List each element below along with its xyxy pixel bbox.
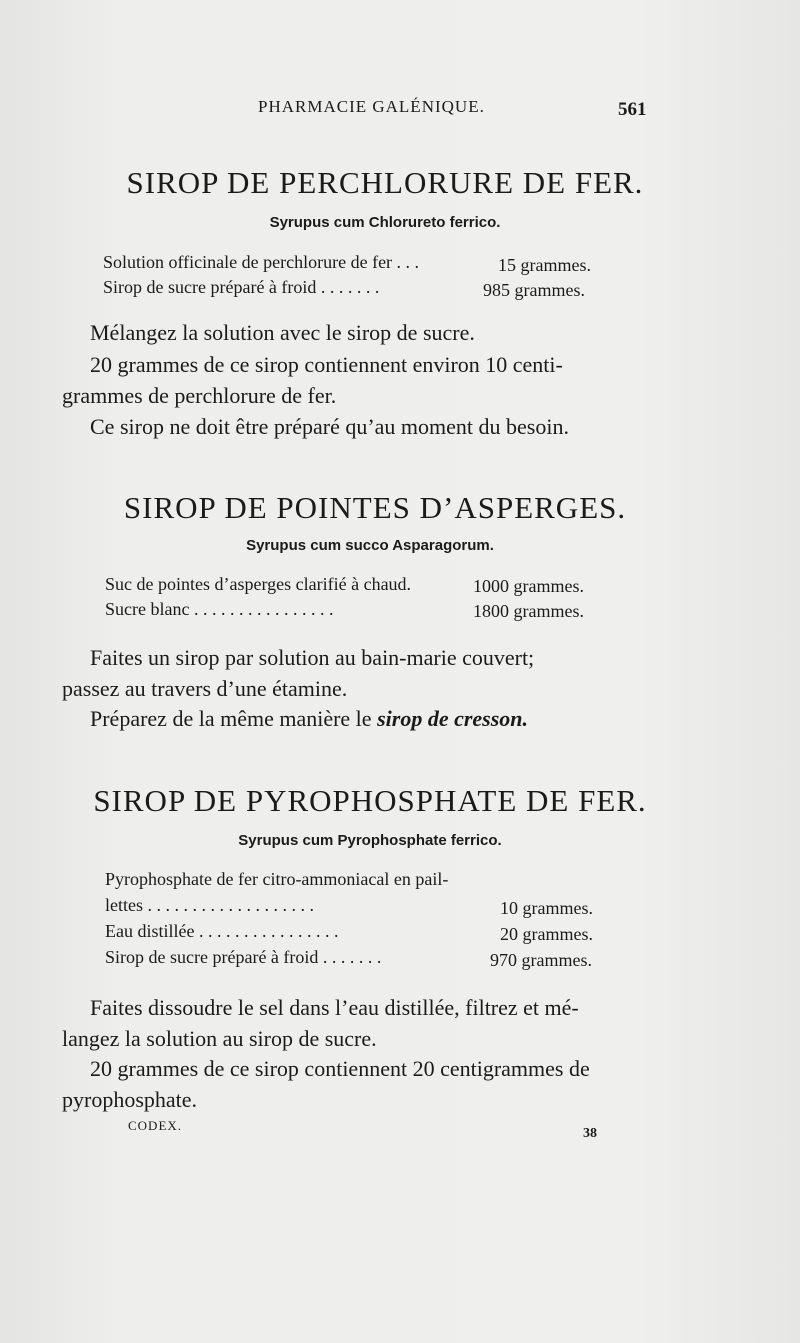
ingredient-name: Eau distillée . . . . . . . . . . . . . . . . [105, 921, 339, 941]
paragraph: 20 grammes de ce sirop contiennent 20 centigrammes de [90, 1056, 590, 1081]
ingredient-name: Solution officinale de perchlorure de fer . . . [103, 252, 420, 272]
paragraph: Mélangez la solution avec le sirop de sucre. [90, 320, 475, 345]
paragraph: Préparez de la même manière le sirop de cresson. [90, 706, 529, 731]
ingredient-quantity: 20 grammes. [500, 924, 593, 944]
paragraph: Faites dissoudre le sel dans l’eau distillée, filtrez et mé- [90, 995, 579, 1020]
paragraph: 20 grammes de ce sirop contiennent environ 10 centi- [90, 352, 563, 377]
signature-number: 38 [583, 1126, 597, 1141]
paragraph: langez la solution au sirop de sucre. [62, 1026, 377, 1051]
italic-reference: sirop de cresson. [377, 706, 529, 731]
paragraph: grammes de perchlorure de fer. [62, 383, 337, 408]
section-title-pyrophosphate: SIROP DE PYROPHOSPHATE DE FER. [93, 783, 647, 818]
ingredient-name: lettes . . . . . . . . . . . . . . . . . . . [105, 895, 314, 915]
section-title-perchlorure: SIROP DE PERCHLORURE DE FER. [126, 165, 644, 200]
ingredient-name: Pyrophosphate de fer citro-ammoniacal en pail- [105, 869, 449, 889]
paragraph: passez au travers d’une étamine. [62, 676, 348, 701]
ingredient-name: Sirop de sucre préparé à froid . . . . . . . [105, 947, 382, 967]
ingredient-name: Sucre blanc . . . . . . . . . . . . . . . . [105, 599, 334, 619]
latin-title-asperges: Syrupus cum succo Asparagorum. [246, 537, 494, 554]
ingredient-quantity: 985 grammes. [483, 280, 585, 300]
ingredient-quantity: 15 grammes. [498, 255, 591, 275]
latin-title-pyrophosphate: Syrupus cum Pyrophosphate ferrico. [238, 832, 502, 849]
page-number: 561 [618, 99, 647, 120]
ingredient-name: Sirop de sucre préparé à froid . . . . . . . [103, 277, 380, 297]
running-title: PHARMACIE GALÉNIQUE. [258, 97, 485, 116]
ingredient-quantity: 1000 grammes. [473, 576, 584, 596]
latin-title-perchlorure: Syrupus cum Chlorureto ferrico. [269, 214, 501, 231]
ingredient-quantity: 1800 grammes. [473, 601, 584, 621]
paragraph: Ce sirop ne doit être préparé qu’au moment du besoin. [90, 414, 569, 439]
ingredient-name: Suc de pointes d’asperges clarifié à chaud. [105, 574, 412, 594]
signature-mark: CODEX. [128, 1118, 183, 1133]
ingredient-quantity: 10 grammes. [500, 898, 593, 918]
section-title-asperges: SIROP DE POINTES D’ASPERGES. [123, 490, 627, 525]
ingredient-quantity: 970 grammes. [490, 950, 592, 970]
paragraph: Faites un sirop par solution au bain-marie couvert; [90, 645, 535, 670]
paragraph: pyrophosphate. [62, 1087, 198, 1112]
